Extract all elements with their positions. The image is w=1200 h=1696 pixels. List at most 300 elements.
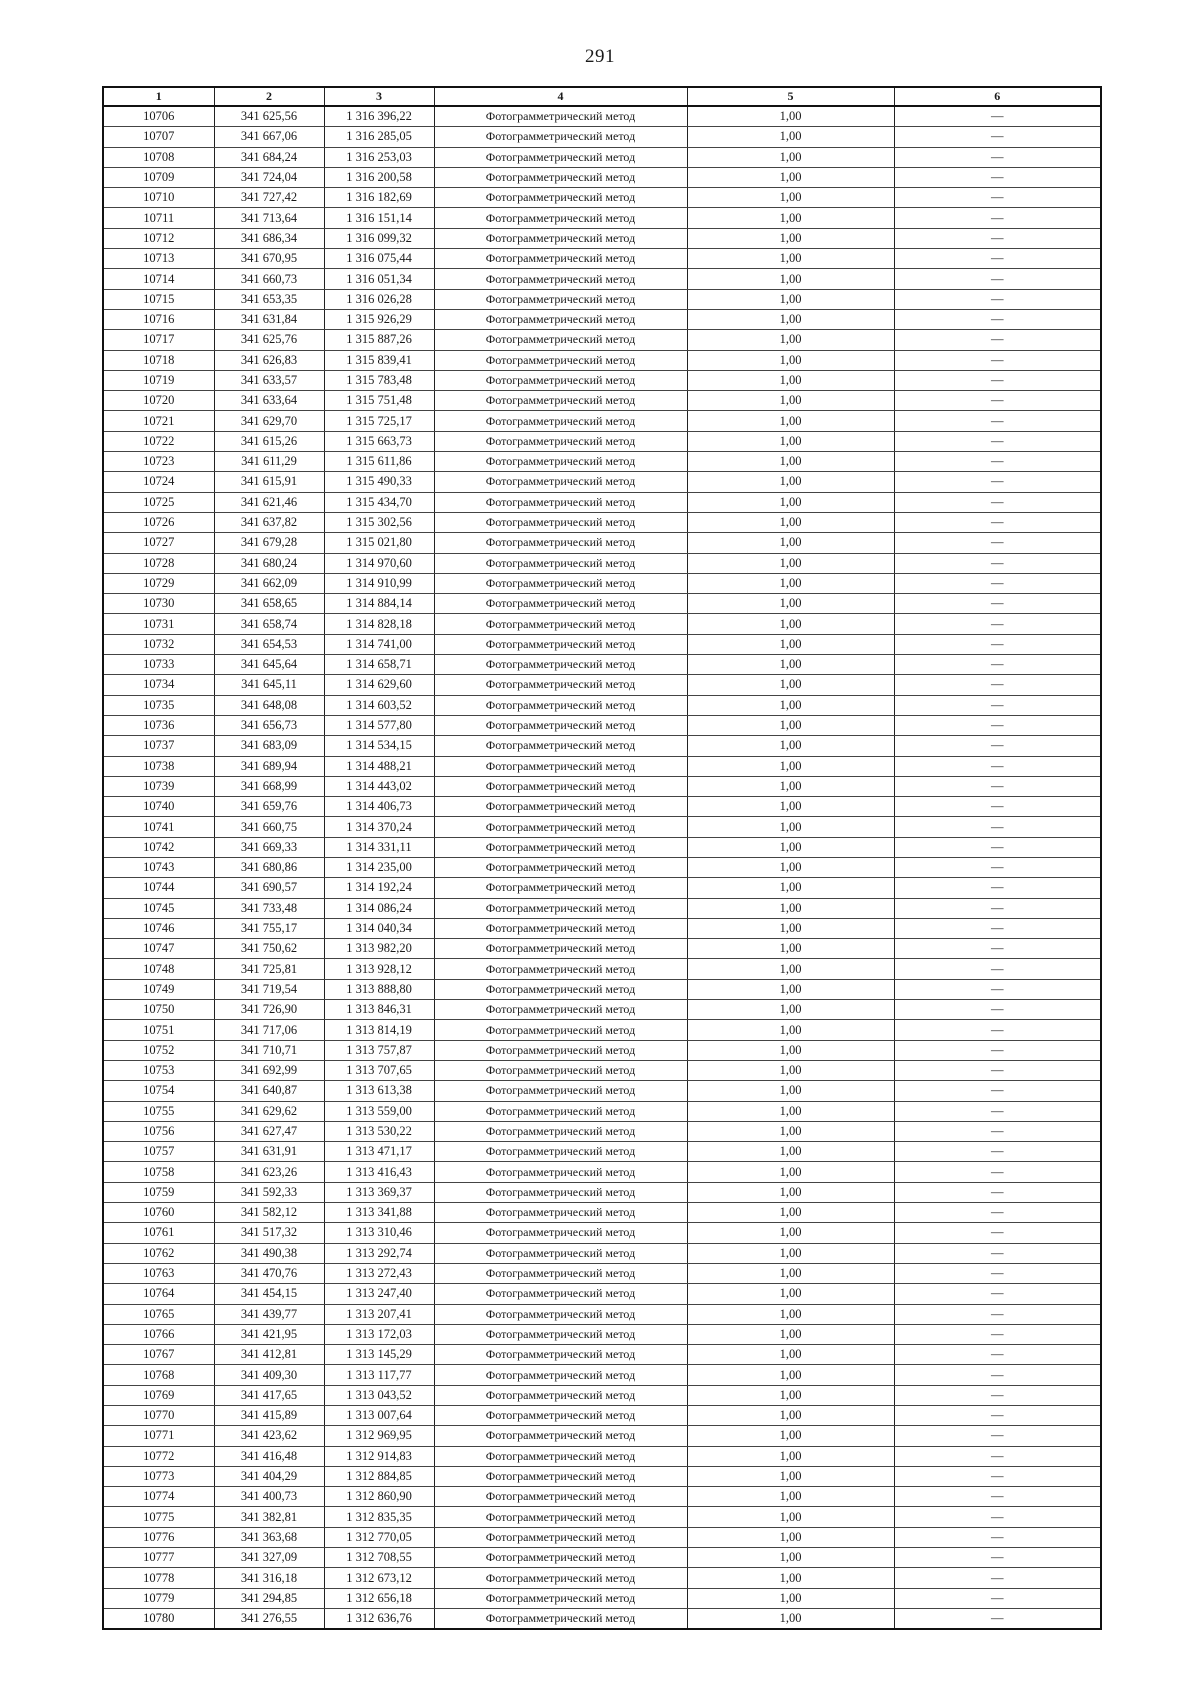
accuracy-cell: 1,00 [687,1548,894,1568]
x-coordinate-cell: 341 733,48 [214,898,324,918]
point-number-cell: 10750 [103,1000,214,1020]
table-row [103,127,1101,147]
note-cell: — [894,1487,1101,1507]
x-coordinate-cell: 341 686,34 [214,228,324,248]
note-cell: — [894,1588,1101,1608]
method-cell: Фотограмметрический метод [434,736,687,756]
y-coordinate-cell: 1 314 040,34 [324,918,434,938]
method-cell: Фотограмметрический метод [434,1060,687,1080]
method-cell: Фотограмметрический метод [434,939,687,959]
method-cell: Фотограмметрический метод [434,959,687,979]
point-number-cell: 10746 [103,918,214,938]
accuracy-cell: 1,00 [687,939,894,959]
table-row [103,350,1101,370]
y-coordinate-cell: 1 314 828,18 [324,614,434,634]
y-coordinate-cell: 1 315 887,26 [324,330,434,350]
x-coordinate-cell: 341 625,56 [214,106,324,127]
accuracy-cell: 1,00 [687,1487,894,1507]
accuracy-cell: 1,00 [687,492,894,512]
table-row [103,1101,1101,1121]
accuracy-cell: 1,00 [687,1527,894,1547]
table-row [103,370,1101,390]
note-cell: — [894,857,1101,877]
table-row [103,837,1101,857]
y-coordinate-cell: 1 313 707,65 [324,1060,434,1080]
point-number-cell: 10757 [103,1142,214,1162]
method-cell: Фотограмметрический метод [434,857,687,877]
x-coordinate-cell: 341 659,76 [214,797,324,817]
note-cell: — [894,1466,1101,1486]
accuracy-cell: 1,00 [687,553,894,573]
note-cell: — [894,959,1101,979]
point-number-cell: 10747 [103,939,214,959]
table-row [103,878,1101,898]
y-coordinate-cell: 1 313 471,17 [324,1142,434,1162]
accuracy-cell: 1,00 [687,208,894,228]
y-coordinate-cell: 1 314 629,60 [324,675,434,695]
table-row [103,898,1101,918]
accuracy-cell: 1,00 [687,269,894,289]
y-coordinate-cell: 1 315 490,33 [324,472,434,492]
accuracy-cell: 1,00 [687,695,894,715]
x-coordinate-cell: 341 689,94 [214,756,324,776]
note-cell: — [894,898,1101,918]
table-row [103,736,1101,756]
accuracy-cell: 1,00 [687,675,894,695]
y-coordinate-cell: 1 312 835,35 [324,1507,434,1527]
accuracy-cell: 1,00 [687,1385,894,1405]
accuracy-cell: 1,00 [687,472,894,492]
method-cell: Фотограмметрический метод [434,695,687,715]
note-cell: — [894,289,1101,309]
note-cell: — [894,878,1101,898]
table-row [103,1527,1101,1547]
point-number-cell: 10777 [103,1548,214,1568]
point-number-cell: 10720 [103,391,214,411]
y-coordinate-cell: 1 312 673,12 [324,1568,434,1588]
x-coordinate-cell: 341 654,53 [214,634,324,654]
accuracy-cell: 1,00 [687,391,894,411]
y-coordinate-cell: 1 313 416,43 [324,1162,434,1182]
point-number-cell: 10765 [103,1304,214,1324]
method-cell: Фотограмметрический метод [434,1304,687,1324]
x-coordinate-cell: 341 631,91 [214,1142,324,1162]
x-coordinate-cell: 341 611,29 [214,452,324,472]
note-cell: — [894,1060,1101,1080]
table-row [103,959,1101,979]
table-row [103,1243,1101,1263]
point-number-cell: 10728 [103,553,214,573]
x-coordinate-cell: 341 629,70 [214,411,324,431]
note-cell: — [894,1345,1101,1365]
y-coordinate-cell: 1 315 302,56 [324,512,434,532]
note-cell: — [894,492,1101,512]
note-cell: — [894,594,1101,614]
note-cell: — [894,167,1101,187]
method-cell: Фотограмметрический метод [434,249,687,269]
accuracy-cell: 1,00 [687,857,894,877]
note-cell: — [894,776,1101,796]
accuracy-cell: 1,00 [687,918,894,938]
note-cell: — [894,1020,1101,1040]
y-coordinate-cell: 1 313 292,74 [324,1243,434,1263]
table-row [103,269,1101,289]
y-coordinate-cell: 1 314 370,24 [324,817,434,837]
note-cell: — [894,695,1101,715]
table-row [103,553,1101,573]
method-cell: Фотограмметрический метод [434,533,687,553]
method-cell: Фотограмметрический метод [434,979,687,999]
column-header: 4 [434,87,687,106]
accuracy-cell: 1,00 [687,1081,894,1101]
point-number-cell: 10708 [103,147,214,167]
note-cell: — [894,1142,1101,1162]
y-coordinate-cell: 1 313 613,38 [324,1081,434,1101]
y-coordinate-cell: 1 312 860,90 [324,1487,434,1507]
y-coordinate-cell: 1 314 443,02 [324,776,434,796]
x-coordinate-cell: 341 713,64 [214,208,324,228]
y-coordinate-cell: 1 314 741,00 [324,634,434,654]
y-coordinate-cell: 1 313 928,12 [324,959,434,979]
table-row [103,1385,1101,1405]
table-row [103,1588,1101,1608]
table-row [103,655,1101,675]
method-cell: Фотограмметрический метод [434,1608,687,1629]
note-cell: — [894,1527,1101,1547]
point-number-cell: 10724 [103,472,214,492]
table-row [103,675,1101,695]
accuracy-cell: 1,00 [687,797,894,817]
x-coordinate-cell: 341 668,99 [214,776,324,796]
accuracy-cell: 1,00 [687,837,894,857]
table-row [103,228,1101,248]
x-coordinate-cell: 341 615,91 [214,472,324,492]
point-number-cell: 10726 [103,512,214,532]
accuracy-cell: 1,00 [687,127,894,147]
accuracy-cell: 1,00 [687,634,894,654]
accuracy-cell: 1,00 [687,452,894,472]
table-row [103,614,1101,634]
method-cell: Фотограмметрический метод [434,715,687,735]
table-row [103,918,1101,938]
note-cell: — [894,188,1101,208]
table-row [103,979,1101,999]
y-coordinate-cell: 1 315 783,48 [324,370,434,390]
point-number-cell: 10723 [103,452,214,472]
x-coordinate-cell: 341 631,84 [214,309,324,329]
x-coordinate-cell: 341 679,28 [214,533,324,553]
y-coordinate-cell: 1 313 846,31 [324,1000,434,1020]
note-cell: — [894,1548,1101,1568]
x-coordinate-cell: 341 582,12 [214,1203,324,1223]
point-number-cell: 10721 [103,411,214,431]
x-coordinate-cell: 341 662,09 [214,573,324,593]
method-cell: Фотограмметрический метод [434,1487,687,1507]
x-coordinate-cell: 341 404,29 [214,1466,324,1486]
x-coordinate-cell: 341 684,24 [214,147,324,167]
x-coordinate-cell: 341 276,55 [214,1608,324,1629]
note-cell: — [894,1040,1101,1060]
note-cell: — [894,370,1101,390]
note-cell: — [894,1243,1101,1263]
accuracy-cell: 1,00 [687,1304,894,1324]
table-header-row [103,87,1101,106]
accuracy-cell: 1,00 [687,289,894,309]
point-number-cell: 10741 [103,817,214,837]
point-number-cell: 10717 [103,330,214,350]
table-row [103,1324,1101,1344]
accuracy-cell: 1,00 [687,979,894,999]
method-cell: Фотограмметрический метод [434,594,687,614]
point-number-cell: 10771 [103,1426,214,1446]
method-cell: Фотограмметрический метод [434,1203,687,1223]
accuracy-cell: 1,00 [687,249,894,269]
y-coordinate-cell: 1 312 884,85 [324,1466,434,1486]
x-coordinate-cell: 341 316,18 [214,1568,324,1588]
table-row [103,1487,1101,1507]
y-coordinate-cell: 1 316 200,58 [324,167,434,187]
accuracy-cell: 1,00 [687,512,894,532]
y-coordinate-cell: 1 313 007,64 [324,1406,434,1426]
y-coordinate-cell: 1 313 172,03 [324,1324,434,1344]
y-coordinate-cell: 1 313 982,20 [324,939,434,959]
method-cell: Фотограмметрический метод [434,1263,687,1283]
table-row [103,1608,1101,1629]
accuracy-cell: 1,00 [687,1446,894,1466]
accuracy-cell: 1,00 [687,878,894,898]
accuracy-cell: 1,00 [687,188,894,208]
method-cell: Фотограмметрический метод [434,1548,687,1568]
method-cell: Фотограмметрический метод [434,1284,687,1304]
accuracy-cell: 1,00 [687,1040,894,1060]
table-body [103,106,1101,1629]
y-coordinate-cell: 1 314 086,24 [324,898,434,918]
note-cell: — [894,127,1101,147]
table-row [103,939,1101,959]
accuracy-cell: 1,00 [687,533,894,553]
x-coordinate-cell: 341 645,11 [214,675,324,695]
point-number-cell: 10744 [103,878,214,898]
y-coordinate-cell: 1 313 369,37 [324,1182,434,1202]
y-coordinate-cell: 1 313 757,87 [324,1040,434,1060]
x-coordinate-cell: 341 690,57 [214,878,324,898]
table-row [103,1182,1101,1202]
x-coordinate-cell: 341 454,15 [214,1284,324,1304]
accuracy-cell: 1,00 [687,1203,894,1223]
x-coordinate-cell: 341 653,35 [214,289,324,309]
y-coordinate-cell: 1 314 910,99 [324,573,434,593]
x-coordinate-cell: 341 409,30 [214,1365,324,1385]
accuracy-cell: 1,00 [687,431,894,451]
note-cell: — [894,452,1101,472]
note-cell: — [894,533,1101,553]
point-number-cell: 10722 [103,431,214,451]
method-cell: Фотограмметрический метод [434,1000,687,1020]
table-row [103,1406,1101,1426]
y-coordinate-cell: 1 312 708,55 [324,1548,434,1568]
table-row [103,492,1101,512]
note-cell: — [894,797,1101,817]
accuracy-cell: 1,00 [687,309,894,329]
method-cell: Фотограмметрический метод [434,1446,687,1466]
point-number-cell: 10727 [103,533,214,553]
table-row [103,1284,1101,1304]
note-cell: — [894,147,1101,167]
point-number-cell: 10748 [103,959,214,979]
y-coordinate-cell: 1 314 235,00 [324,857,434,877]
method-cell: Фотограмметрический метод [434,330,687,350]
table-row [103,289,1101,309]
accuracy-cell: 1,00 [687,715,894,735]
column-header: 2 [214,87,324,106]
y-coordinate-cell: 1 316 182,69 [324,188,434,208]
accuracy-cell: 1,00 [687,594,894,614]
x-coordinate-cell: 341 415,89 [214,1406,324,1426]
y-coordinate-cell: 1 313 559,00 [324,1101,434,1121]
point-number-cell: 10754 [103,1081,214,1101]
x-coordinate-cell: 341 658,74 [214,614,324,634]
table-row [103,1446,1101,1466]
method-cell: Фотограмметрический метод [434,1162,687,1182]
note-cell: — [894,431,1101,451]
method-cell: Фотограмметрический метод [434,573,687,593]
y-coordinate-cell: 1 314 488,21 [324,756,434,776]
y-coordinate-cell: 1 316 285,05 [324,127,434,147]
note-cell: — [894,715,1101,735]
point-number-cell: 10768 [103,1365,214,1385]
note-cell: — [894,1365,1101,1385]
note-cell: — [894,614,1101,634]
y-coordinate-cell: 1 312 636,76 [324,1608,434,1629]
table-row [103,634,1101,654]
note-cell: — [894,391,1101,411]
table-row [103,208,1101,228]
accuracy-cell: 1,00 [687,1020,894,1040]
accuracy-cell: 1,00 [687,1507,894,1527]
accuracy-cell: 1,00 [687,1324,894,1344]
method-cell: Фотограмметрический метод [434,289,687,309]
method-cell: Фотограмметрический метод [434,391,687,411]
table-row [103,1081,1101,1101]
accuracy-cell: 1,00 [687,1223,894,1243]
note-cell: — [894,675,1101,695]
y-coordinate-cell: 1 315 725,17 [324,411,434,431]
method-cell: Фотограмметрический метод [434,1020,687,1040]
method-cell: Фотограмметрический метод [434,1527,687,1547]
x-coordinate-cell: 341 719,54 [214,979,324,999]
note-cell: — [894,939,1101,959]
note-cell: — [894,1406,1101,1426]
table-row [103,1365,1101,1385]
method-cell: Фотограмметрический метод [434,512,687,532]
accuracy-cell: 1,00 [687,370,894,390]
accuracy-cell: 1,00 [687,1365,894,1385]
method-cell: Фотограмметрический метод [434,106,687,127]
note-cell: — [894,1608,1101,1629]
note-cell: — [894,1284,1101,1304]
x-coordinate-cell: 341 400,73 [214,1487,324,1507]
accuracy-cell: 1,00 [687,411,894,431]
accuracy-cell: 1,00 [687,655,894,675]
table-row [103,1345,1101,1365]
x-coordinate-cell: 341 412,81 [214,1345,324,1365]
accuracy-cell: 1,00 [687,1345,894,1365]
table-row [103,1000,1101,1020]
x-coordinate-cell: 341 710,71 [214,1040,324,1060]
y-coordinate-cell: 1 313 145,29 [324,1345,434,1365]
note-cell: — [894,411,1101,431]
note-cell: — [894,1182,1101,1202]
y-coordinate-cell: 1 316 253,03 [324,147,434,167]
point-number-cell: 10776 [103,1527,214,1547]
note-cell: — [894,350,1101,370]
note-cell: — [894,309,1101,329]
note-cell: — [894,228,1101,248]
accuracy-cell: 1,00 [687,350,894,370]
point-number-cell: 10774 [103,1487,214,1507]
method-cell: Фотограмметрический метод [434,1365,687,1385]
y-coordinate-cell: 1 314 534,15 [324,736,434,756]
accuracy-cell: 1,00 [687,330,894,350]
x-coordinate-cell: 341 670,95 [214,249,324,269]
method-cell: Фотограмметрический метод [434,918,687,938]
y-coordinate-cell: 1 313 814,19 [324,1020,434,1040]
table-row [103,472,1101,492]
note-cell: — [894,1385,1101,1405]
point-number-cell: 10752 [103,1040,214,1060]
x-coordinate-cell: 341 294,85 [214,1588,324,1608]
table-row [103,167,1101,187]
y-coordinate-cell: 1 314 406,73 [324,797,434,817]
point-number-cell: 10732 [103,634,214,654]
column-header: 1 [103,87,214,106]
note-cell: — [894,1101,1101,1121]
x-coordinate-cell: 341 669,33 [214,837,324,857]
method-cell: Фотограмметрический метод [434,553,687,573]
table-row [103,1060,1101,1080]
y-coordinate-cell: 1 314 331,11 [324,837,434,857]
point-number-cell: 10709 [103,167,214,187]
point-number-cell: 10761 [103,1223,214,1243]
method-cell: Фотограмметрический метод [434,1588,687,1608]
column-header: 6 [894,87,1101,106]
method-cell: Фотограмметрический метод [434,309,687,329]
note-cell: — [894,1223,1101,1243]
y-coordinate-cell: 1 316 026,28 [324,289,434,309]
note-cell: — [894,1203,1101,1223]
x-coordinate-cell: 341 470,76 [214,1263,324,1283]
x-coordinate-cell: 341 727,42 [214,188,324,208]
table-row [103,411,1101,431]
y-coordinate-cell: 1 314 970,60 [324,553,434,573]
table-row [103,797,1101,817]
note-cell: — [894,1507,1101,1527]
point-number-cell: 10733 [103,655,214,675]
table-row [103,188,1101,208]
point-number-cell: 10766 [103,1324,214,1344]
y-coordinate-cell: 1 314 658,71 [324,655,434,675]
x-coordinate-cell: 341 490,38 [214,1243,324,1263]
point-number-cell: 10714 [103,269,214,289]
x-coordinate-cell: 341 327,09 [214,1548,324,1568]
x-coordinate-cell: 341 621,46 [214,492,324,512]
point-number-cell: 10773 [103,1466,214,1486]
x-coordinate-cell: 341 645,64 [214,655,324,675]
method-cell: Фотограмметрический метод [434,1385,687,1405]
y-coordinate-cell: 1 313 247,40 [324,1284,434,1304]
table-row [103,715,1101,735]
x-coordinate-cell: 341 755,17 [214,918,324,938]
